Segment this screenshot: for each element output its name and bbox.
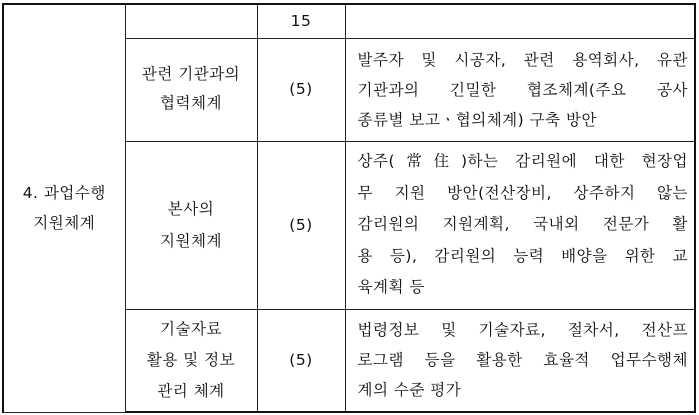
criteria-line: 육계획 등 (357, 278, 425, 297)
item-score: (5) (289, 350, 313, 369)
score-cell (257, 309, 345, 412)
criteria-text (346, 45, 695, 135)
evaluation-table (2, 3, 696, 413)
criteria-line: 감리원의 지원계획, 국내외 전문가 활 (357, 215, 688, 234)
criteria-cell (345, 38, 695, 141)
criteria-cell (345, 141, 695, 309)
category-cell (3, 4, 125, 412)
item-score: (5) (289, 80, 313, 98)
item-line: 협력체계 (160, 94, 222, 112)
item-line: 활용 및 정보 (146, 350, 236, 369)
criteria-line: 발주자 및 시공자, 관련 용역회사, 유관 (357, 50, 688, 69)
criteria-line: 계의 수준 평가 (357, 381, 462, 400)
score-cell (257, 38, 345, 141)
top-criteria-cell-empty (345, 4, 695, 38)
criteria-line: 기관과의 긴밀한 협조체계(주요 공사 (357, 80, 688, 99)
item-label-technical (147, 314, 235, 407)
item-line: 지원체계 (160, 232, 222, 250)
item-score: (5) (289, 215, 313, 234)
category-label (23, 178, 106, 238)
score-cell (257, 141, 345, 309)
top-item-cell-empty (125, 4, 257, 38)
criteria-line: 법령정보 및 기술자료, 절차서, 전산프 (357, 321, 688, 340)
criteria-line: 용 등), 감리원의 능력 배양을 위한 교 (357, 246, 688, 265)
category-line-1: 4. 과업수행 (22, 183, 106, 202)
category-line-2: 지원체계 (33, 213, 96, 232)
criteria-line: 상주(常住)하는 감리원에 대한 현장업 (357, 152, 688, 171)
item-cell (125, 309, 257, 412)
item-line: 관련 기관과의 (141, 65, 241, 83)
item-line: 관리 체계 (157, 381, 225, 400)
table-row-top (3, 4, 695, 38)
criteria-line: 로그램 등을 활용한 효율적 업무수행체 (357, 351, 688, 370)
item-cell (125, 141, 257, 309)
item-label-cooperation (142, 60, 240, 118)
item-label-headoffice (160, 193, 222, 257)
criteria-line: 무 지원 방안(전산장비, 상주하지 않는 (357, 183, 688, 202)
item-line: 기술자료 (160, 319, 222, 338)
criteria-line: 종류별 보고ㆍ협의체계) 구축 방안 (357, 110, 597, 129)
criteria-text (346, 315, 695, 405)
criteria-cell (345, 309, 695, 412)
total-score: 15 (290, 11, 312, 30)
criteria-text (346, 146, 695, 304)
item-line: 본사의 (167, 200, 215, 218)
top-score-cell (257, 4, 345, 38)
item-cell (125, 38, 257, 141)
